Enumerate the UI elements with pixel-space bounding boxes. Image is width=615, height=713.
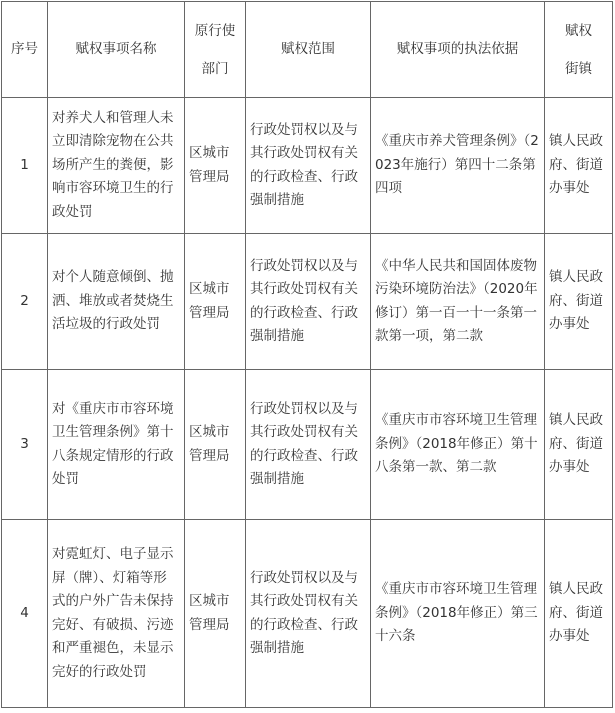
header-target-street-town [545, 2, 613, 98]
row-department: 区城市管理局 [185, 370, 246, 520]
header-original-department [185, 2, 246, 98]
header-target-line1: 赋权 [565, 22, 592, 39]
row-item-name: 对个人随意倾倒、抛洒、堆放或者焚烧生活垃圾的行政处罚 [48, 234, 185, 370]
table-row [2, 234, 613, 370]
table-header-row [2, 2, 613, 98]
row-department: 区城市管理局 [185, 98, 246, 234]
table-row [2, 520, 613, 708]
row-legal-basis: 《重庆市市容环境卫生管理条例》（2018年修正）第三十六条 [371, 520, 545, 708]
row-number: 3 [2, 370, 48, 520]
row-target: 镇人民政府、街道办事处 [545, 370, 613, 520]
row-legal-basis: 《重庆市市容环境卫生管理条例》（2018年修正）第十八条第一款、第二款 [371, 370, 545, 520]
table-row [2, 370, 613, 520]
row-number: 1 [2, 98, 48, 234]
row-scope: 行政处罚权以及与其行政处罚权有关的行政检查、行政强制措施 [246, 520, 371, 708]
header-dept-line2: 部门 [201, 60, 229, 77]
header-item-name: 赋权事项名称 [48, 2, 185, 98]
header-serial-number: 序号 [2, 2, 48, 98]
empowerment-table [1, 1, 613, 708]
row-target: 镇人民政府、街道办事处 [545, 98, 613, 234]
header-scope: 赋权范围 [246, 2, 371, 98]
row-scope: 行政处罚权以及与其行政处罚权有关的行政检查、行政强制措施 [246, 98, 371, 234]
header-legal-basis: 赋权事项的执法依据 [371, 2, 545, 98]
header-dept-line1: 原行使 [194, 22, 236, 39]
row-number: 4 [2, 520, 48, 708]
row-item-name: 对霓虹灯、电子显示屏（牌）、灯箱等形式的户外广告未保持完好、有破损、污迹和严重褪色，未显示完好的行政处罚 [48, 520, 185, 708]
header-target-line2: 街镇 [565, 60, 592, 77]
row-target: 镇人民政府、街道办事处 [545, 520, 613, 708]
row-department: 区城市管理局 [185, 234, 246, 370]
row-target: 镇人民政府、街道办事处 [545, 234, 613, 370]
row-legal-basis: 《中华人民共和国固体废物污染环境防治法》（2020年修订）第一百一十一条第一款第一项，第二款 [371, 234, 545, 370]
table-row [2, 98, 613, 234]
row-item-name: 对《重庆市市容环境卫生管理条例》第十八条规定情形的行政处罚 [48, 370, 185, 520]
row-scope: 行政处罚权以及与其行政处罚权有关的行政检查、行政强制措施 [246, 370, 371, 520]
row-department: 区城市管理局 [185, 520, 246, 708]
row-item-name: 对养犬人和管理人未立即清除宠物在公共场所产生的粪便，影响市容环境卫生的行政处罚 [48, 98, 185, 234]
row-number: 2 [2, 234, 48, 370]
row-legal-basis: 《重庆市养犬管理条例》（2023年施行）第四十二条第四项 [371, 98, 545, 234]
row-scope: 行政处罚权以及与其行政处罚权有关的行政检查、行政强制措施 [246, 234, 371, 370]
